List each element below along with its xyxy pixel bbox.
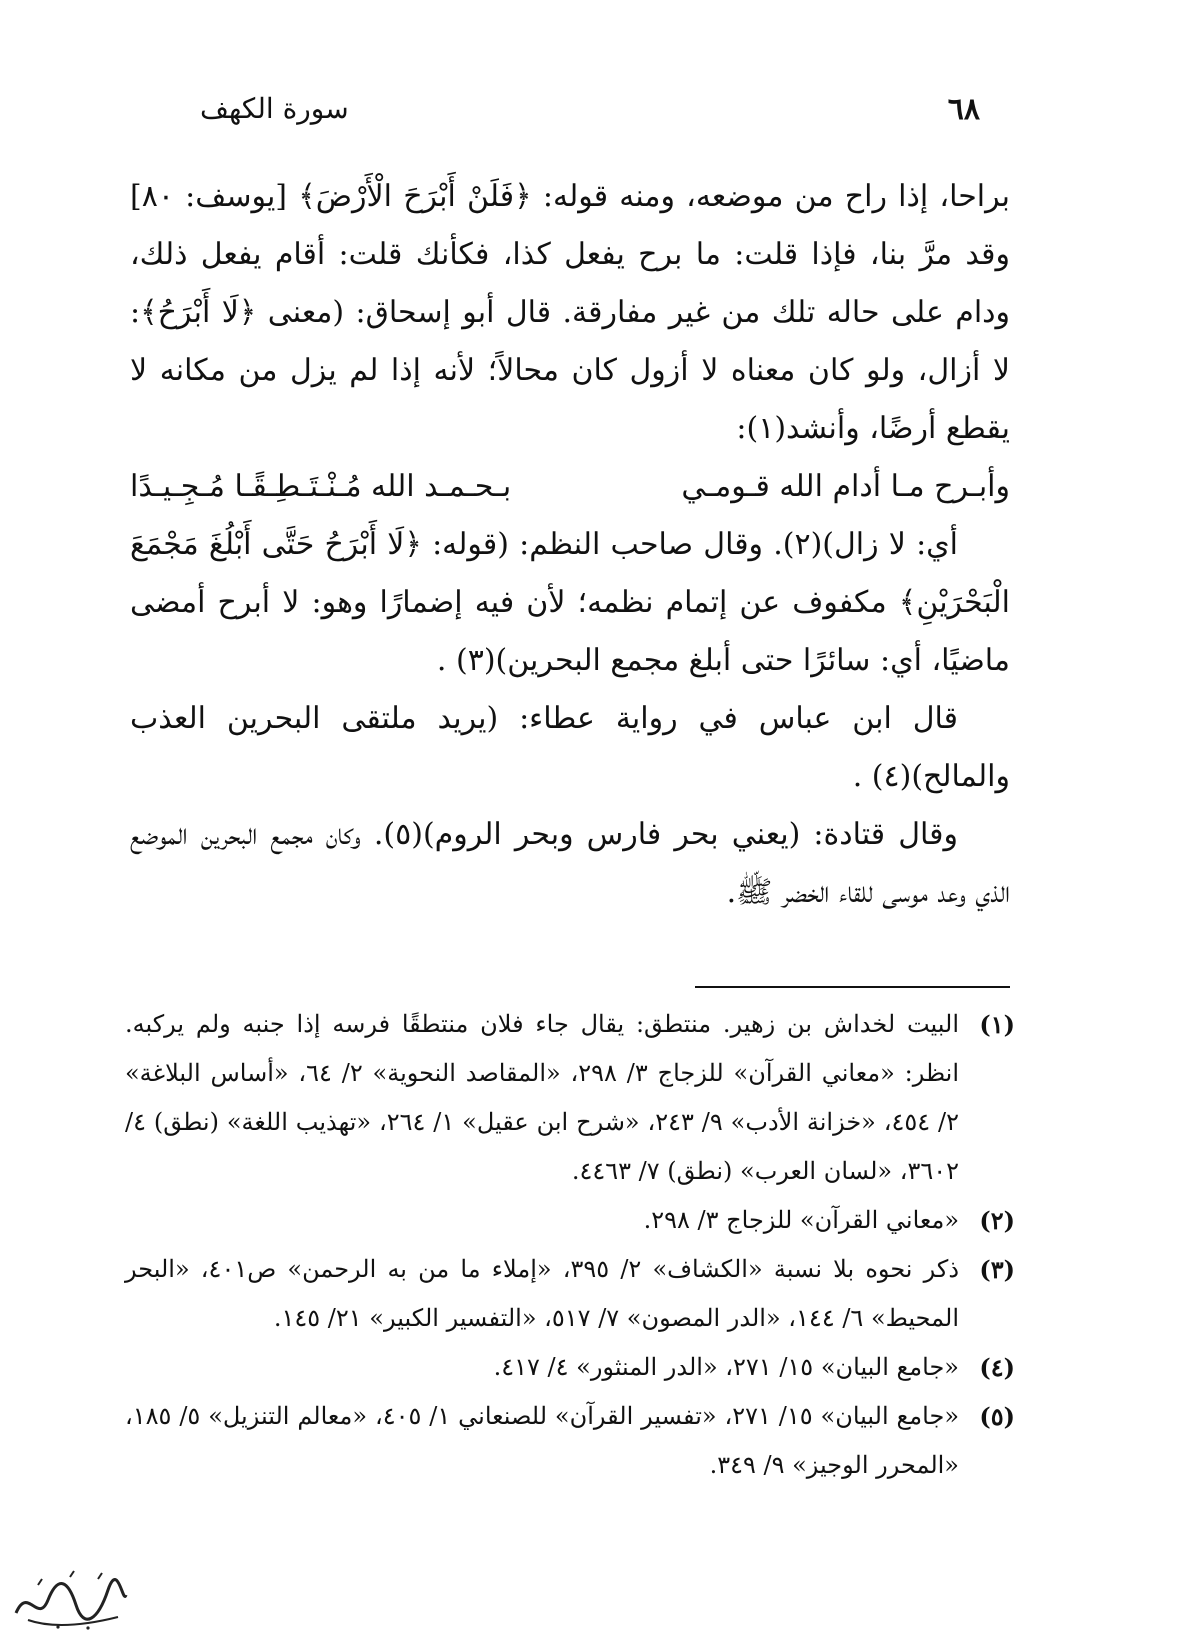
main-text [130,168,1010,922]
paragraph-4: وقال قتادة: (يعني بحر فارس وبحر الروم)(٥). وكان مجمع البحرين الموضع الذي وعد موسى للقاء الخضر ﷺ. [130,817,1010,910]
poetry-verse [130,458,1010,516]
paragraph-1: براحا، إذا راح من موضعه، ومنه قوله: ﴿فَلَنْ أَبْرَحَ الْأَرْضَ﴾ [يوسف: ٨٠] وقد مرَّ بنا، فإذا قلت: ما برح يفعل كذا، فكأنك قلت: أقام يفعل ذلك، ودام على حاله تلك من غير مفارقة. قال أبو إسحاق: (معنى ﴿لَا أَبْرَحُ﴾: لا أزال، ولو كان معناه لا أزول كان محالاً؛ لأنه إذا لم يزل من مكانه لا يقطع أرضًا، وأنشد(١): [130,179,1010,446]
footnote-item [125,1245,1015,1343]
footnote-item [125,1196,1015,1245]
footnote-number: (٣) [979,1255,1015,1284]
footnote-item [125,1392,1015,1490]
footnote-number: (١) [979,1010,1015,1039]
publisher-stamp-logo [8,1565,133,1635]
footnote-separator [695,986,1010,988]
footnote-text: «معاني القرآن» للزجاج ٣/ ٢٩٨. [643,1206,959,1234]
verse-first-hemistich: وأبـرح مـا أدام الله قـومـي [681,469,1010,504]
surah-title: سورة الكهف [200,92,349,125]
footnote-text: «جامع البيان» ١٥/ ٢٧١، «الدر المنثور» ٤/ ٤١٧. [493,1353,959,1381]
footnote-text: «جامع البيان» ١٥/ ٢٧١، «تفسير القرآن» للصنعاني ١/ ٤٠٥، «معالم التنزيل» ٥/ ١٨٥، «المحرر الوجيز» ٩/ ٣٤٩. [125,1402,959,1479]
paragraph-2: أي: لا زال)(٢). وقال صاحب النظم: (قوله: ﴿لَا أَبْرَحُ حَتَّى أَبْلُغَ مَجْمَعَ الْبَحْرَيْنِ﴾ مكفوف عن إتمام نظمه؛ لأن فيه إضمارًا وهو: لا أبرح أمضى ماضيًا، أي: سائرًا حتى أبلغ مجمع البحرين)(٣) . [130,527,1010,678]
footnote-number: (٢) [979,1206,1015,1235]
footnote-number: (٥) [979,1402,1015,1431]
verse-second-hemistich: بـحـمـد الله مُـنْـتَـطِـقًـا مُـجِـيـدًا [130,469,512,504]
footnotes [125,1000,1015,1490]
footnote-text: البيت لخداش بن زهير. منتطق: يقال جاء فلان منتطقًا فرسه إذا جنبه ولم يركبه. انظر: «معاني القرآن» للزجاج ٣/ ٢٩٨، «المقاصد النحوية» ٢/ ٦٤، «أساس البلاغة» ٢/ ٤٥٤، «خزانة الأدب» ٩/ ٢٤٣، «شرح ابن عقيل» ١/ ٢٦٤، «تهذيب اللغة» (نطق) ٤/ ٣٦٠٢، «لسان العرب» (نطق) ٧/ ٤٤٦٣. [125,1010,960,1185]
footnote-number: (٤) [979,1353,1015,1382]
footnote-item [125,1343,1015,1392]
page-number: ٦٨ [947,92,980,127]
footnote-item [125,1000,1015,1196]
page-header [200,92,980,132]
paragraph-3: قال ابن عباس في رواية عطاء: (يريد ملتقى البحرين العذب والمالح)(٤) . [130,701,1010,794]
footnote-text: ذكر نحوه بلا نسبة «الكشاف» ٢/ ٣٩٥، «إملاء ما من به الرحمن» ص٤٠١، «البحر المحيط» ٦/ ١٤٤، «الدر المصون» ٧/ ٥١٧، «التفسير الكبير» ٢١/ ١٤٥. [125,1255,959,1332]
